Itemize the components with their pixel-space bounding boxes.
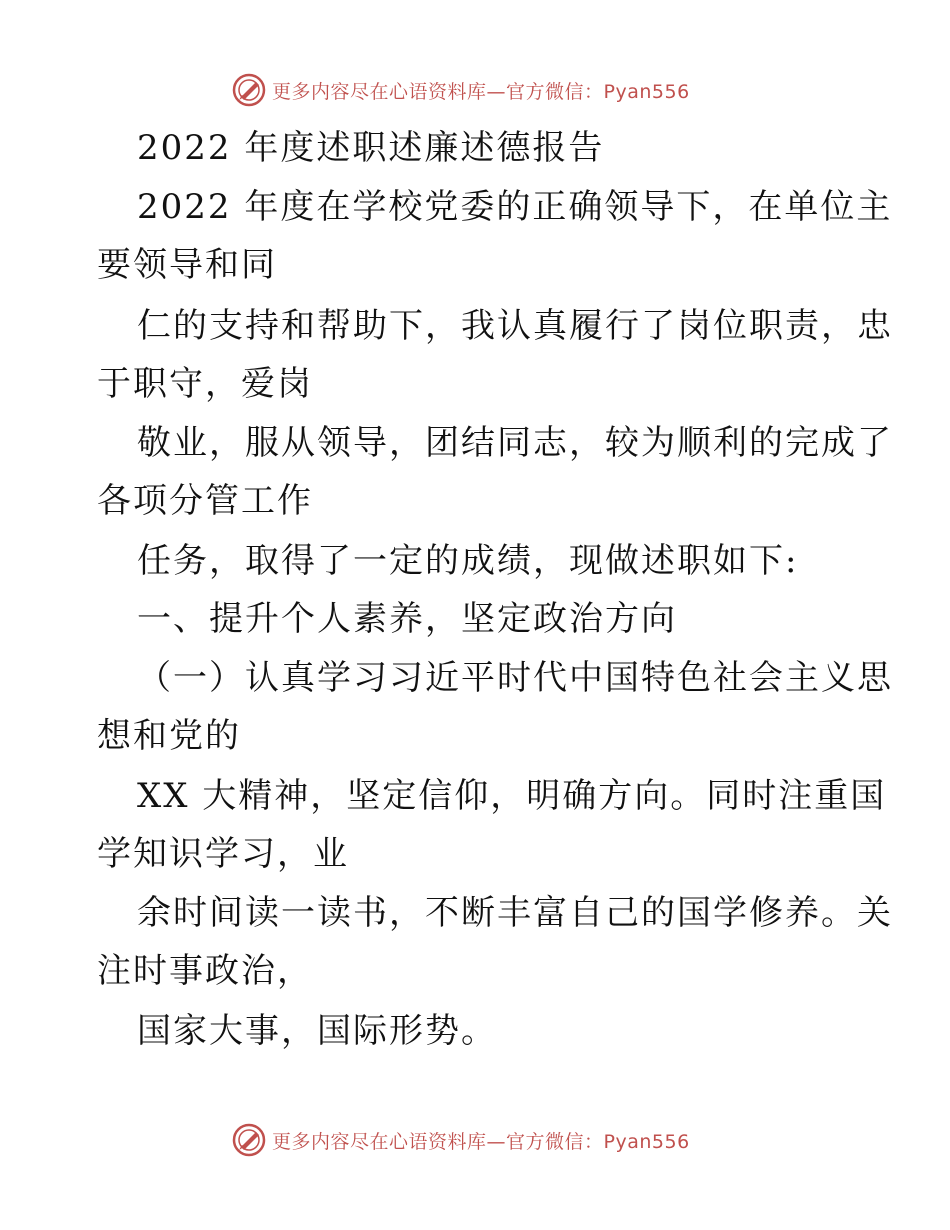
paragraph-line: 要领导和同 (97, 245, 277, 285)
paragraph-line: 注时事政治， (97, 951, 313, 991)
seal-logo-icon (232, 1123, 266, 1157)
paragraph-line: 2022 年度在学校党委的正确领导下，在单位主 (137, 187, 893, 227)
paragraph-line: 敬业，服从领导，团结同志，较为顺利的完成了 (137, 423, 893, 463)
header-banner-text: 更多内容尽在心语资料库—官方微信：Pyan556 (272, 80, 690, 103)
paragraph-line: 各项分管工作 (97, 481, 313, 521)
paragraph-line: 想和党的 (97, 716, 241, 756)
paragraph-line: 余时间读一读书，不断丰富自己的国学修养。关 (137, 893, 893, 933)
paragraph-line: 任务，取得了一定的成绩，现做述职如下: (137, 541, 799, 581)
paragraph-line: 国家大事，国际形势。 (137, 1011, 497, 1051)
paragraph-line: 学知识学习，业 (97, 834, 349, 874)
section-heading: 一、提升个人素养，坚定政治方向 (137, 599, 677, 639)
subsection-heading: （一）认真学习习近平时代中国特色社会主义思 (137, 658, 893, 698)
paragraph-line: 于职守，爱岗 (97, 364, 313, 404)
header-banner[interactable] (232, 70, 690, 110)
document-title: 2022 年度述职述廉述德报告 (137, 128, 605, 168)
paragraph-line: XX 大精神，坚定信仰，明确方向。同时注重国 (137, 776, 887, 816)
seal-logo-icon (232, 73, 266, 107)
footer-banner[interactable] (232, 1120, 690, 1160)
paragraph-line: 仁的支持和帮助下，我认真履行了岗位职责，忠 (137, 306, 893, 346)
footer-banner-text: 更多内容尽在心语资料库—官方微信：Pyan556 (272, 1130, 690, 1153)
